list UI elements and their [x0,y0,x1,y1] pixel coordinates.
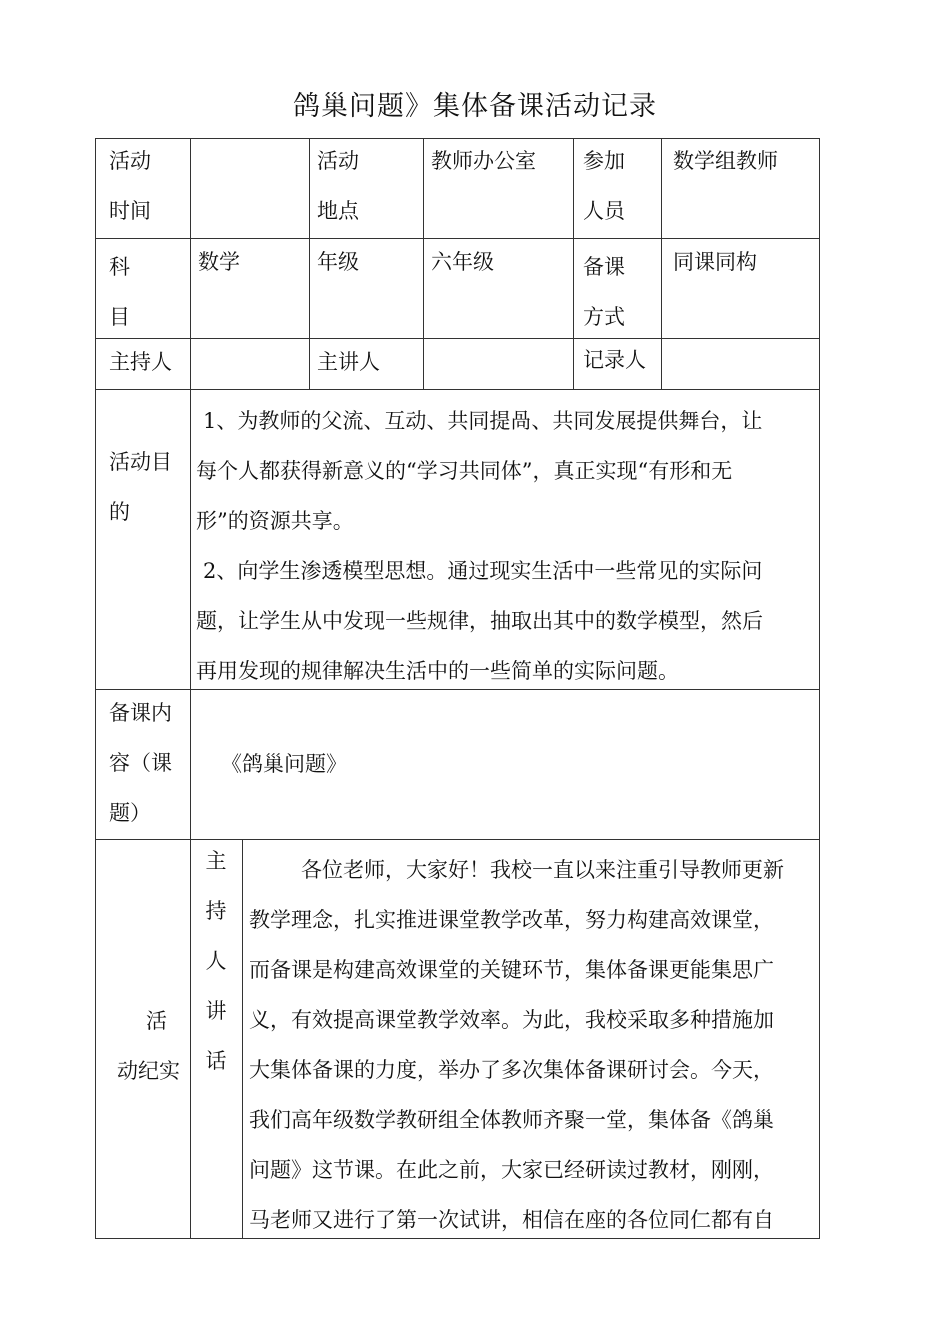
place-value: 教师办公室 [431,149,536,173]
table-border-left [95,138,96,1239]
people-value: 数学组教师 [673,149,778,173]
document-title: 鸽巢问题》集体备课活动记录 [293,91,657,122]
purpose-line: 题，让学生从中发现一些规律，抽取出其中的数学模型，然后 [196,609,763,633]
grade-value: 六年级 [431,250,494,274]
purpose-line: 形”的资源共享。 [196,509,354,533]
purpose-label: 活动目 的 [109,450,172,524]
record-label: 活 动纪实 [117,1009,180,1083]
speech-line: 问题》这节课。在此之前，大家已经研读过教材，刚刚， [249,1158,774,1182]
grade-label: 年级 [317,250,359,274]
host-speech-text [249,845,819,1245]
content-label: 备课内 容（课 题） [109,701,172,825]
subject-label: 科 目 [109,255,130,329]
speech-line: 义，有效提高课堂教学效率。为此，我校采取多种措施加 [249,1008,774,1032]
speech-line: 而备课是构建高效课堂的关键环节，集体备课更能集思广 [249,958,774,982]
time-label: 活动 时间 [109,149,151,223]
speech-line: 教学理念，扎实推进课堂教学改革，努力构建高效课堂， [249,908,774,932]
speaker-label: 主讲人 [317,350,380,374]
method-label: 备课 方式 [583,255,625,329]
purpose-text [196,396,808,696]
column-divider [573,138,574,389]
purpose-line: 1、为教师的父流、互动、共同提咼、共同发展提供舞台，让 [203,409,763,433]
host-label: 主持人 [109,350,172,374]
row-divider [95,389,820,390]
method-value: 同课同构 [673,250,757,274]
speech-line: 我们高年级数学教研组全体教师齐聚一堂，集体备《鸽巢 [249,1108,774,1132]
purpose-line: 再用发现的规律解决生活中的一些简单的实际问题。 [196,659,679,683]
table-border-right [819,138,820,1239]
people-label: 参加 人员 [583,149,625,223]
host-speech-label: 主 持 人 讲 话 [205,849,227,1073]
place-label: 活动 地点 [317,149,359,223]
speech-line: 大集体备课的力度，举办了多次集体备课研讨会。今天， [249,1058,774,1082]
activity-record-table [95,138,820,1239]
purpose-line: 每个人都获得新意义的“学习共同体”，真正实现“有形和无 [196,459,733,483]
subject-value: 数学 [198,250,240,274]
lesson-title: 《鸽巢问题》 [221,752,347,776]
column-divider [190,138,191,1239]
column-divider [423,138,424,389]
column-divider [309,138,310,389]
row-divider [95,338,820,339]
column-divider [661,138,662,389]
column-divider [242,839,243,1239]
purpose-line: 2、向学生渗透模型思想。通过现实生活中一些常见的实际问 [203,559,763,583]
recorder-label: 记录人 [583,348,646,372]
speech-line: 马老师又进行了第一次试讲，相信在座的各位同仁都有自 [249,1208,774,1232]
speech-line: 各位老师，大家好！我校一直以来注重引导教师更新 [301,858,784,882]
